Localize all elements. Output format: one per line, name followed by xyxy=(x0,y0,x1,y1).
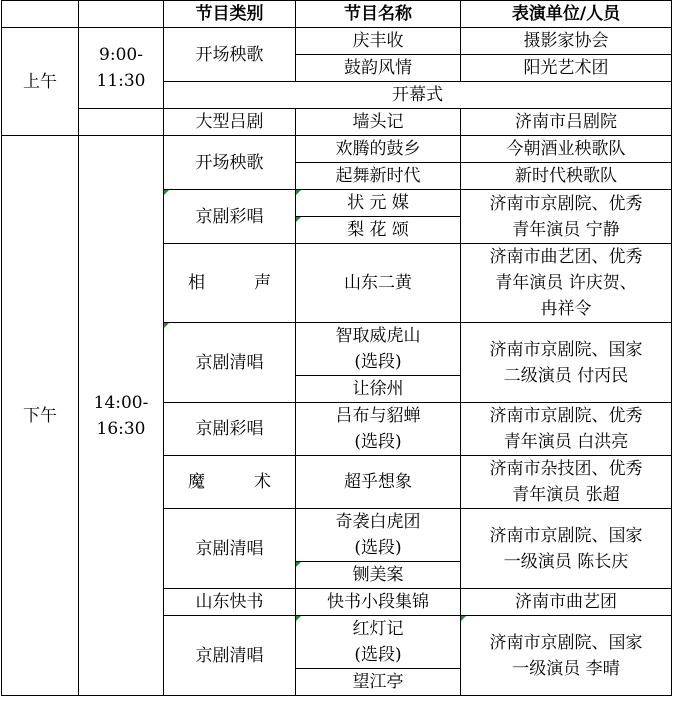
g9-category: 京剧清唱 xyxy=(164,616,296,696)
morning-time-blank xyxy=(79,109,164,136)
g9-performer-line2: 一级演员 李晴 xyxy=(512,658,620,679)
g4-performer xyxy=(461,323,672,403)
table-row xyxy=(2,109,672,136)
g9-performer xyxy=(461,616,672,696)
g8-performer: 济南市曲艺团 xyxy=(461,589,672,616)
g1-name-1: 欢腾的鼓乡 xyxy=(296,136,461,163)
g9-name-1 xyxy=(296,616,461,669)
g7-performer-line1: 济南市京剧院、国家 xyxy=(489,525,643,546)
g9-name-1-line2: (选段) xyxy=(354,645,402,665)
g7-name-1 xyxy=(296,509,461,562)
g4-name-1 xyxy=(296,323,461,376)
g7-performer xyxy=(461,509,672,589)
header-row xyxy=(2,1,672,28)
g1-performer-1: 今朝酒业秧歌队 xyxy=(461,136,672,163)
g1-category: 开场秧歌 xyxy=(164,136,296,190)
g3-category xyxy=(164,244,296,323)
g6-performer-line2: 青年演员 张超 xyxy=(512,485,620,505)
g6-name: 超乎想象 xyxy=(296,456,461,509)
g5-name xyxy=(296,403,461,456)
afternoon-period: 下午 xyxy=(2,136,79,696)
opening-ceremony: 开幕式 xyxy=(164,82,672,109)
g5-name-line1: 吕布与貂蝉 xyxy=(335,406,421,426)
g6-category-left: 魔 xyxy=(188,472,205,492)
header-performer: 表演单位/人员 xyxy=(461,1,672,28)
g2-performer-line2: 青年演员 宁静 xyxy=(512,219,620,240)
g8-name: 快书小段集锦 xyxy=(296,589,461,616)
g7-category: 京剧清唱 xyxy=(164,509,296,589)
morning-period: 上午 xyxy=(2,28,79,136)
table-row xyxy=(2,136,672,163)
g6-category-right: 术 xyxy=(254,472,271,492)
morning-performer-2: 阳光艺术团 xyxy=(461,55,672,82)
g4-category: 京剧清唱 xyxy=(164,323,296,403)
morning-time-end: 11:30 xyxy=(96,71,146,91)
morning-performer-1: 摄影家协会 xyxy=(461,28,672,55)
g8-category: 山东快书 xyxy=(164,589,296,616)
morning-performer-4: 济南市吕剧院 xyxy=(461,109,672,136)
g5-name-line2: (选段) xyxy=(354,432,402,452)
g7-performer-line2: 一级演员 陈长庆 xyxy=(503,551,629,572)
morning-category-4: 大型吕剧 xyxy=(164,109,296,136)
g3-category-left: 相 xyxy=(188,273,205,293)
g2-category: 京剧彩唱 xyxy=(164,190,296,244)
g3-performer xyxy=(461,244,672,323)
g4-performer-line1: 济南市京剧院、国家 xyxy=(489,339,643,360)
g4-performer-line2: 二级演员 付丙民 xyxy=(503,365,629,386)
header-period xyxy=(2,1,79,28)
morning-category-1: 开场秧歌 xyxy=(164,28,296,82)
g3-performer-line1: 济南市曲艺团、优秀 xyxy=(489,247,643,267)
g6-performer-line1: 济南市杂技团、优秀 xyxy=(489,459,643,479)
g1-name-2: 起舞新时代 xyxy=(296,163,461,190)
morning-time-start: 9:00- xyxy=(99,45,143,65)
g2-name-1: 状 元 媒 xyxy=(296,190,461,217)
morning-name-1: 庆丰收 xyxy=(296,28,461,55)
g7-name-2: 铡美案 xyxy=(296,562,461,589)
g7-name-1-line1: 奇袭白虎团 xyxy=(335,512,421,532)
g5-performer-line1: 济南市京剧院、优秀 xyxy=(489,406,643,426)
g2-name-2: 梨 花 颂 xyxy=(296,217,461,244)
g1-performer-2: 新时代秧歌队 xyxy=(461,163,672,190)
g5-category: 京剧彩唱 xyxy=(164,403,296,456)
g2-performer xyxy=(461,190,672,244)
afternoon-time-start: 14:00- xyxy=(93,392,149,413)
g7-name-1-line2: (选段) xyxy=(354,538,402,558)
g3-performer-line3: 冉祥令 xyxy=(540,299,592,319)
morning-name-4: 墙头记 xyxy=(296,109,461,136)
header-category: 节目类别 xyxy=(164,1,296,28)
g4-name-2: 让徐州 xyxy=(296,376,461,403)
g6-performer xyxy=(461,456,672,509)
g3-performer-line2: 青年演员 许庆贺、 xyxy=(495,273,637,293)
g6-category xyxy=(164,456,296,509)
g2-performer-line1: 济南市京剧院、优秀 xyxy=(489,193,643,214)
g5-performer-line2: 青年演员 白洪亮 xyxy=(503,432,629,452)
morning-time xyxy=(79,28,164,109)
g3-category-right: 声 xyxy=(254,273,271,293)
afternoon-time xyxy=(79,136,164,696)
header-name: 节目名称 xyxy=(296,1,461,28)
afternoon-time-end: 16:30 xyxy=(96,418,146,439)
program-schedule-table xyxy=(1,0,672,696)
g9-name-2: 望江亭 xyxy=(296,669,461,696)
g9-performer-line1: 济南市京剧院、国家 xyxy=(489,632,643,653)
header-time xyxy=(79,1,164,28)
g4-name-1-line1: 智取威虎山 xyxy=(335,326,421,346)
table-row xyxy=(2,28,672,55)
morning-name-2: 鼓韵风情 xyxy=(296,55,461,82)
g9-name-1-line1: 红灯记 xyxy=(352,619,404,639)
g4-name-1-line2: (选段) xyxy=(354,352,402,372)
g5-performer xyxy=(461,403,672,456)
g3-name: 山东二黄 xyxy=(296,244,461,323)
